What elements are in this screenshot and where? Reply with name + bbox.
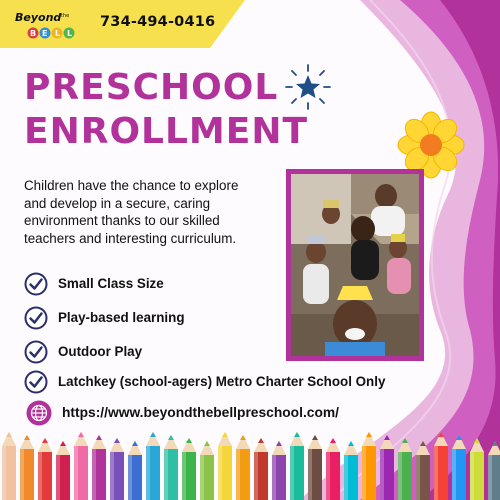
pencil	[254, 438, 268, 500]
pencil	[200, 441, 214, 500]
pencil	[182, 438, 196, 500]
check-circle-icon	[24, 370, 48, 394]
pencil	[38, 438, 52, 500]
svg-text:L: L	[67, 29, 73, 38]
pencil	[308, 435, 322, 500]
title-line-2: ENROLLMENT	[24, 111, 309, 152]
phone-number[interactable]: 734-494-0416	[100, 14, 216, 30]
pencil	[236, 435, 250, 500]
pencil	[344, 441, 358, 500]
feature-label: Play-based learning	[58, 310, 185, 325]
pencil	[2, 432, 16, 500]
feature-label: Outdoor Play	[58, 344, 143, 359]
pencil	[164, 435, 178, 500]
svg-text:L: L	[55, 29, 61, 38]
pencil	[74, 432, 88, 500]
check-circle-icon	[24, 272, 48, 296]
website-link[interactable]: https://www.beyondthebellpreschool.com/	[62, 405, 339, 420]
pencil	[56, 441, 70, 500]
svg-text:Beyond: Beyond	[15, 11, 62, 24]
pencil	[452, 435, 466, 500]
pencil	[416, 441, 430, 500]
colored-pencils-border	[0, 426, 500, 500]
svg-text:E: E	[42, 29, 48, 38]
pencil	[272, 441, 286, 500]
star-doodle-icon	[283, 62, 333, 112]
pencil	[380, 435, 394, 500]
check-circle-icon	[24, 306, 48, 330]
beyond-the-bell-logo	[13, 9, 83, 41]
feature-label: Latchkey (school-agers) Metro Charter School Only	[58, 374, 386, 389]
pencil	[398, 438, 412, 500]
svg-text:B: B	[30, 29, 37, 38]
photo-frame	[286, 169, 424, 361]
page-title	[24, 66, 308, 154]
check-circle-icon	[24, 340, 48, 364]
intro-paragraph: Children have the chance to explore and develop in a secure, caring environment thanks to our skilled teachers and interesting curriculum.	[24, 178, 239, 246]
group-photo	[291, 174, 419, 356]
pencil	[146, 432, 160, 500]
pencil	[470, 438, 484, 500]
globe-icon	[26, 400, 52, 426]
pencil	[20, 435, 34, 500]
pencil	[128, 441, 142, 500]
pencil	[218, 432, 232, 500]
feature-label: Small Class Size	[58, 276, 164, 291]
pencil	[326, 438, 340, 500]
pencil	[110, 438, 124, 500]
title-line-1: PRESCHOOL	[24, 67, 279, 108]
pencil	[362, 432, 376, 500]
pencil	[290, 432, 304, 500]
svg-text:the: the	[61, 13, 70, 19]
pencil	[434, 432, 448, 500]
pencil	[92, 435, 106, 500]
pencil	[488, 441, 500, 500]
